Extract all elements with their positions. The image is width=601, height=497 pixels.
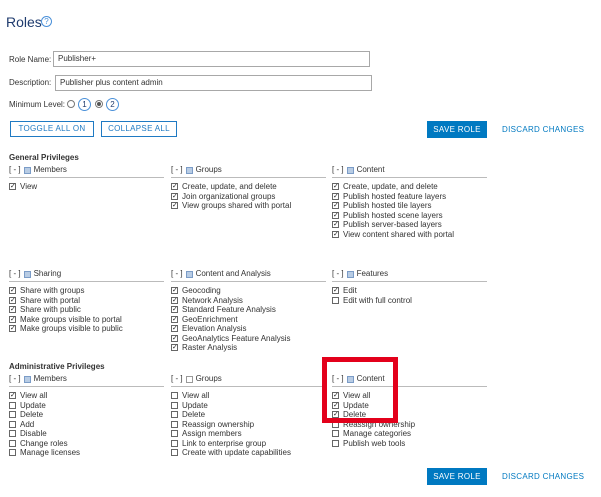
- privilege-label: View groups shared with portal: [182, 201, 292, 211]
- members-group-checkbox[interactable]: [24, 167, 31, 174]
- privilege-item[interactable]: [9, 296, 164, 306]
- privilege-label: View all: [343, 391, 371, 401]
- privilege-label: Elevation Analysis: [182, 324, 247, 334]
- privilege-label: Create, update, and delete: [343, 182, 438, 192]
- privilege-item[interactable]: [332, 220, 487, 230]
- privilege-label: Publish server-based layers: [343, 220, 442, 230]
- discard-changes-link-bottom[interactable]: DISCARD CHANGES: [502, 472, 585, 481]
- privilege-item[interactable]: [171, 192, 326, 202]
- privilege-label: Edit with full control: [343, 295, 412, 305]
- privilege-label: Link to enterprise group: [182, 438, 267, 448]
- privilege-item[interactable]: [171, 296, 326, 306]
- privilege-checkbox[interactable]: [9, 411, 16, 418]
- privilege-checkbox[interactable]: ✓: [333, 401, 339, 409]
- group-title: Groups: [195, 374, 222, 383]
- privilege-label: Share with public: [20, 305, 81, 315]
- privilege-checkbox[interactable]: ✓: [172, 192, 178, 200]
- privilege-label: View all: [182, 391, 210, 401]
- collapse-toggle[interactable]: [ - ]: [332, 165, 344, 174]
- group-title: Groups: [195, 165, 222, 174]
- privilege-checkbox[interactable]: ✓: [333, 192, 339, 200]
- privilege-item[interactable]: [9, 324, 164, 334]
- save-role-button-top[interactable]: SAVE ROLE: [427, 121, 487, 138]
- admin-groups-group: [171, 374, 326, 458]
- privilege-label: Network Analysis: [182, 295, 243, 305]
- privilege-checkbox[interactable]: [9, 449, 16, 456]
- privilege-item[interactable]: [332, 439, 487, 449]
- privilege-label: Manage licenses: [20, 448, 81, 458]
- privilege-item[interactable]: [171, 201, 326, 211]
- content-analysis-group-checkbox[interactable]: [186, 271, 193, 278]
- privilege-item[interactable]: [9, 391, 164, 401]
- privilege-checkbox[interactable]: ✓: [172, 334, 178, 342]
- privilege-checkbox[interactable]: ✓: [333, 287, 339, 295]
- group-title: Members: [33, 165, 67, 174]
- privilege-label: Delete: [182, 410, 206, 420]
- privilege-item[interactable]: [332, 182, 487, 192]
- privilege-checkbox[interactable]: [171, 392, 178, 399]
- privilege-label: Join organizational groups: [182, 191, 276, 201]
- privilege-label: Update: [343, 400, 369, 410]
- privilege-item[interactable]: [171, 343, 326, 353]
- collapse-toggle[interactable]: [ - ]: [171, 374, 183, 383]
- privilege-item[interactable]: [171, 401, 326, 411]
- privilege-checkbox[interactable]: ✓: [10, 392, 16, 400]
- general-content-analysis-group: [171, 269, 326, 353]
- content-group-checkbox[interactable]: [347, 167, 354, 174]
- privilege-checkbox[interactable]: ✓: [333, 183, 339, 191]
- privilege-label: Edit: [343, 286, 357, 296]
- group-title: Content: [356, 165, 385, 174]
- privilege-label: View all: [20, 391, 48, 401]
- privilege-item[interactable]: [9, 420, 164, 430]
- privilege-label: Add: [20, 419, 35, 429]
- privilege-item[interactable]: [9, 305, 164, 315]
- level-1-radio[interactable]: [67, 100, 75, 108]
- privilege-item[interactable]: [171, 286, 326, 296]
- privilege-item[interactable]: [171, 182, 326, 192]
- privilege-checkbox[interactable]: ✓: [172, 287, 178, 295]
- general-groups-group: [171, 165, 326, 211]
- privilege-label: Raster Analysis: [182, 343, 238, 353]
- privilege-label: Manage categories: [343, 429, 412, 439]
- privilege-checkbox[interactable]: [171, 440, 178, 447]
- privilege-label: GeoAnalytics Feature Analysis: [182, 333, 291, 343]
- privilege-checkbox[interactable]: ✓: [333, 221, 339, 229]
- privilege-checkbox[interactable]: [9, 430, 16, 437]
- privilege-checkbox[interactable]: [332, 297, 339, 304]
- privilege-label: Assign members: [182, 429, 242, 439]
- privilege-label: Share with portal: [20, 295, 81, 305]
- privilege-checkbox[interactable]: ✓: [172, 183, 178, 191]
- save-role-button-bottom[interactable]: SAVE ROLE: [427, 468, 487, 485]
- collapse-toggle[interactable]: [ - ]: [9, 269, 21, 278]
- privilege-label: Publish hosted tile layers: [343, 201, 432, 211]
- privilege-label: Delete: [343, 410, 367, 420]
- privilege-label: Change roles: [20, 438, 68, 448]
- page-title: Roles: [6, 14, 42, 30]
- collapse-all-button[interactable]: COLLAPSE ALL: [101, 121, 177, 137]
- privilege-label: Delete: [20, 410, 44, 420]
- privilege-label: Update: [20, 400, 46, 410]
- privilege-checkbox[interactable]: ✓: [333, 392, 339, 400]
- privilege-checkbox[interactable]: [9, 402, 16, 409]
- level-2-radio[interactable]: [95, 100, 103, 108]
- collapse-toggle[interactable]: [ - ]: [332, 269, 344, 278]
- privilege-checkbox[interactable]: ✓: [10, 287, 16, 295]
- privilege-checkbox[interactable]: [332, 430, 339, 437]
- role-name-label: Role Name:: [9, 55, 52, 64]
- toggle-all-on-button[interactable]: TOGGLE ALL ON: [10, 121, 94, 137]
- groups-group-checkbox[interactable]: [186, 167, 193, 174]
- privilege-item[interactable]: [171, 391, 326, 401]
- administrative-privileges-heading: Administrative Privileges: [9, 362, 105, 371]
- role-name-input[interactable]: Publisher+: [53, 51, 370, 67]
- privilege-checkbox[interactable]: ✓: [10, 315, 16, 323]
- discard-changes-link-top[interactable]: DISCARD CHANGES: [502, 125, 585, 134]
- collapse-toggle[interactable]: [ - ]: [171, 165, 183, 174]
- privilege-label: Standard Feature Analysis: [182, 305, 276, 315]
- privilege-item[interactable]: [332, 201, 487, 211]
- privilege-label: Share with groups: [20, 286, 85, 296]
- general-members-group: [9, 165, 164, 192]
- privilege-checkbox[interactable]: [9, 421, 16, 428]
- privilege-item[interactable]: [171, 334, 326, 344]
- privilege-label: Publish web tools: [343, 438, 406, 448]
- privilege-checkbox[interactable]: ✓: [10, 296, 16, 304]
- privilege-checkbox[interactable]: ✓: [172, 325, 178, 333]
- privilege-item[interactable]: [171, 305, 326, 315]
- privilege-label: Create with update capabilities: [182, 448, 291, 458]
- level-2-badge: 2: [106, 98, 119, 111]
- privilege-item[interactable]: [9, 410, 164, 420]
- privilege-checkbox[interactable]: [171, 449, 178, 456]
- level-1-badge: 1: [78, 98, 91, 111]
- privilege-checkbox[interactable]: ✓: [333, 202, 339, 210]
- highlight-annotation-box: [322, 357, 398, 423]
- privilege-item[interactable]: [9, 182, 164, 192]
- privilege-label: Geocoding: [182, 286, 221, 296]
- general-sharing-group: [9, 269, 164, 334]
- privilege-label: Make groups visible to public: [20, 324, 123, 334]
- privilege-checkbox[interactable]: ✓: [333, 230, 339, 238]
- general-content-group: [332, 165, 487, 239]
- privilege-checkbox[interactable]: ✓: [172, 315, 178, 323]
- privilege-item[interactable]: [332, 296, 487, 306]
- collapse-toggle[interactable]: [ - ]: [332, 374, 344, 383]
- minimum-level-label: Minimum Level:: [9, 100, 66, 109]
- privilege-item[interactable]: [171, 439, 326, 449]
- privilege-checkbox[interactable]: [171, 430, 178, 437]
- privilege-item[interactable]: [9, 286, 164, 296]
- privilege-item[interactable]: [9, 401, 164, 411]
- collapse-toggle[interactable]: [ - ]: [9, 165, 21, 174]
- privilege-checkbox[interactable]: [171, 402, 178, 409]
- privilege-item[interactable]: [332, 286, 487, 296]
- privilege-label: Update: [182, 400, 208, 410]
- privilege-item[interactable]: [9, 439, 164, 449]
- privilege-item[interactable]: [171, 420, 326, 430]
- privilege-checkbox[interactable]: ✓: [333, 211, 339, 219]
- privilege-checkbox[interactable]: [171, 421, 178, 428]
- privilege-item[interactable]: [332, 230, 487, 240]
- privilege-checkbox[interactable]: ✓: [172, 306, 178, 314]
- privilege-checkbox[interactable]: ✓: [172, 202, 178, 210]
- general-features-group: [332, 269, 487, 305]
- privilege-checkbox[interactable]: [171, 411, 178, 418]
- group-title: Features: [356, 269, 389, 278]
- privilege-item[interactable]: [332, 429, 487, 439]
- privilege-checkbox[interactable]: ✓: [10, 325, 16, 333]
- privilege-label: Create, update, and delete: [182, 182, 277, 192]
- admin-members-group: [9, 374, 164, 458]
- privilege-checkbox[interactable]: [332, 440, 339, 447]
- privilege-label: View content shared with portal: [343, 229, 455, 239]
- admin-groups-group-checkbox[interactable]: [186, 376, 193, 383]
- privilege-item[interactable]: [9, 315, 164, 325]
- description-label: Description:: [9, 78, 52, 87]
- privilege-label: View: [20, 182, 38, 192]
- privilege-label: Disable: [20, 429, 47, 439]
- privilege-item[interactable]: [332, 192, 487, 202]
- privilege-item[interactable]: [9, 429, 164, 439]
- privilege-item[interactable]: [171, 410, 326, 420]
- group-title: Content and Analysis: [195, 269, 271, 278]
- privilege-checkbox[interactable]: [9, 440, 16, 447]
- privilege-checkbox[interactable]: ✓: [333, 411, 339, 419]
- privilege-checkbox[interactable]: ✓: [10, 183, 16, 191]
- privilege-checkbox[interactable]: ✓: [10, 306, 16, 314]
- collapse-toggle[interactable]: [ - ]: [9, 374, 21, 383]
- admin-members-group-checkbox[interactable]: [24, 376, 31, 383]
- sharing-group-checkbox[interactable]: [24, 271, 31, 278]
- group-title: Content: [356, 374, 385, 383]
- privilege-item[interactable]: [171, 429, 326, 439]
- privilege-label: Make groups visible to portal: [20, 314, 122, 324]
- privilege-item[interactable]: [171, 448, 326, 458]
- privilege-checkbox[interactable]: ✓: [172, 296, 178, 304]
- collapse-toggle[interactable]: [ - ]: [171, 269, 183, 278]
- group-title: Sharing: [33, 269, 62, 278]
- general-privileges-heading: General Privileges: [9, 153, 79, 162]
- privilege-label: Reassign ownership: [182, 419, 255, 429]
- description-input[interactable]: Publisher plus content admin: [55, 75, 372, 91]
- privilege-checkbox[interactable]: ✓: [172, 344, 178, 352]
- features-group-checkbox[interactable]: [347, 271, 354, 278]
- help-icon[interactable]: ?: [41, 16, 52, 27]
- privilege-label: Publish hosted scene layers: [343, 210, 443, 220]
- privilege-item[interactable]: [171, 315, 326, 325]
- privilege-item[interactable]: [332, 211, 487, 221]
- privilege-item[interactable]: [171, 324, 326, 334]
- privilege-item[interactable]: [9, 448, 164, 458]
- privilege-label: GeoEnrichment: [182, 314, 238, 324]
- privilege-label: Publish hosted feature layers: [343, 191, 447, 201]
- privilege-label: Reassign ownership: [343, 419, 416, 429]
- group-title: Members: [33, 374, 67, 383]
